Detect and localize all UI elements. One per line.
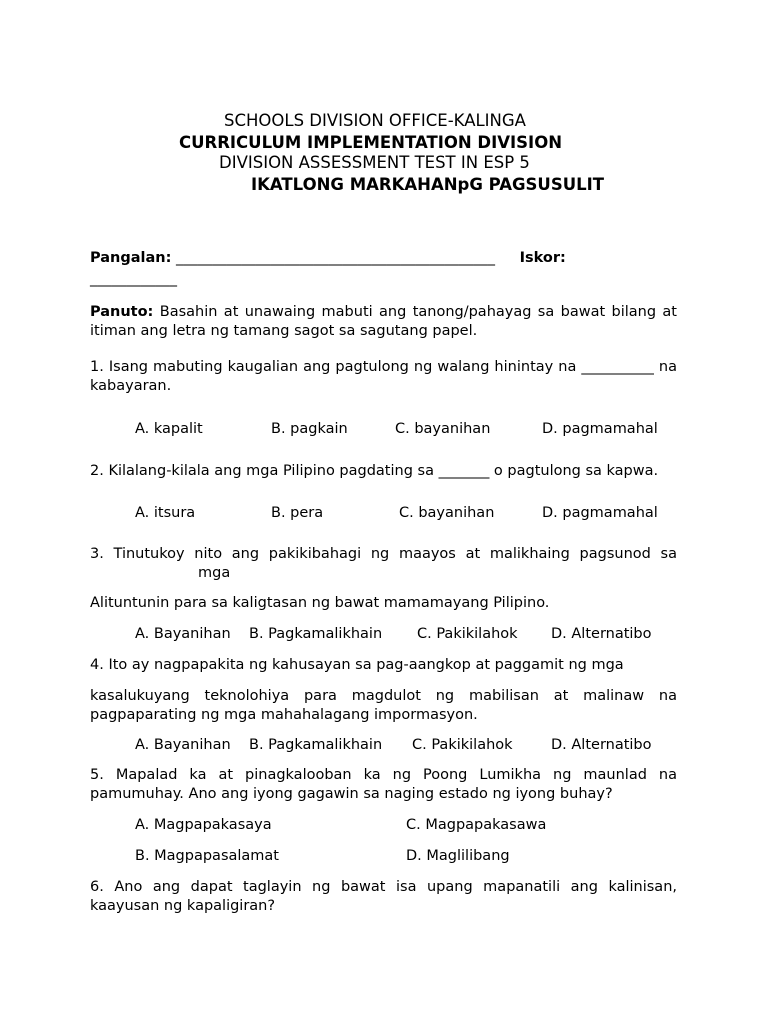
- question-1-stem: 1. Isang mabuting kaugalian ang pagtulong ng walang hinintay na __________ na kabayaran.: [90, 359, 677, 394]
- score-blank: ____________: [90, 271, 177, 287]
- q1-option-d: D. pagmamahal: [542, 421, 658, 437]
- q1-option-c: C. bayanihan: [395, 421, 491, 437]
- name-blank: ____________________________________________: [176, 250, 495, 266]
- q4-option-b: B. Pagkamalikhain: [249, 737, 383, 753]
- question-2-stem: 2. Kilalang-kilala ang mga Pilipino pagdating sa _______ o pagtulong sa kapwa.: [90, 463, 659, 479]
- question-3-stem-line3: Alituntunin para sa kaligtasan ng bawat mamamayang Pilipino.: [90, 595, 550, 611]
- q3-option-a: A. Bayanihan: [135, 626, 231, 642]
- q2-option-a: A. itsura: [135, 505, 196, 521]
- instructions-text: Basahin at unawaing mabuti ang tanong/pahayag sa bawat bilang at itiman ang letra ng tamang sagot sa sagutang papel.: [90, 304, 677, 339]
- question-4-stem-rest: kasalukuyang teknolohiya para magdulot ng mabilisan at malinaw na pagpaparating ng mga mahahalagang impormasyon.: [90, 688, 677, 723]
- instructions: [90, 303, 677, 341]
- q4-option-a: A. Bayanihan: [135, 737, 231, 753]
- name-score-row: [90, 249, 677, 268]
- q3-option-d: D. Alternatibo: [551, 626, 652, 642]
- q5-option-a: A. Magpapakasaya: [135, 817, 272, 833]
- name-label: Pangalan:: [90, 250, 172, 266]
- q5-option-d: D. Maglilibang: [406, 848, 510, 864]
- q5-option-c: C. Magpapakasawa: [406, 817, 547, 833]
- header-quarter: IKATLONG MARKAHANpG PAGSUSULIT: [251, 175, 605, 194]
- q3-option-b: B. Pagkamalikhain: [249, 626, 383, 642]
- question-3-stem-line2: mga: [198, 565, 231, 581]
- header-office: SCHOOLS DIVISION OFFICE-KALINGA: [224, 111, 526, 130]
- header-division: CURRICULUM IMPLEMENTATION DIVISION: [179, 133, 563, 152]
- q2-option-d: D. pagmamahal: [542, 505, 658, 521]
- score-label: Iskor:: [519, 250, 566, 266]
- q2-option-b: B. pera: [271, 505, 324, 521]
- q3-option-c: C. Pakikilahok: [417, 626, 518, 642]
- q4-option-c: C. Pakikilahok: [412, 737, 513, 753]
- question-3-stem-line1: 3. Tinutukoy nito ang pakikibahagi ng maayos at malikhaing pagsunod sa: [90, 546, 677, 562]
- q5-option-b: B. Magpapasalamat: [135, 848, 279, 864]
- instructions-label: Panuto:: [90, 304, 154, 320]
- q4-option-d: D. Alternatibo: [551, 737, 652, 753]
- question-4-stem-line1: 4. Ito ay nagpapakita ng kahusayan sa pag-aangkop at paggamit ng mga: [90, 657, 624, 673]
- header-test-title: DIVISION ASSESSMENT TEST IN ESP 5: [219, 153, 530, 172]
- q1-option-a: A. kapalit: [135, 421, 203, 437]
- q2-option-c: C. bayanihan: [399, 505, 495, 521]
- q1-option-b: B. pagkain: [271, 421, 348, 437]
- question-5-stem: 5. Mapalad ka at pinagkalooban ka ng Poong Lumikha ng maunlad na pamumuhay. Ano ang iyong gagawin sa naging estado ng iyong buhay?: [90, 767, 677, 802]
- question-6-stem: 6. Ano ang dapat taglayin ng bawat isa upang mapanatili ang kalinisan, kaayusan ng kapaligiran?: [90, 879, 677, 914]
